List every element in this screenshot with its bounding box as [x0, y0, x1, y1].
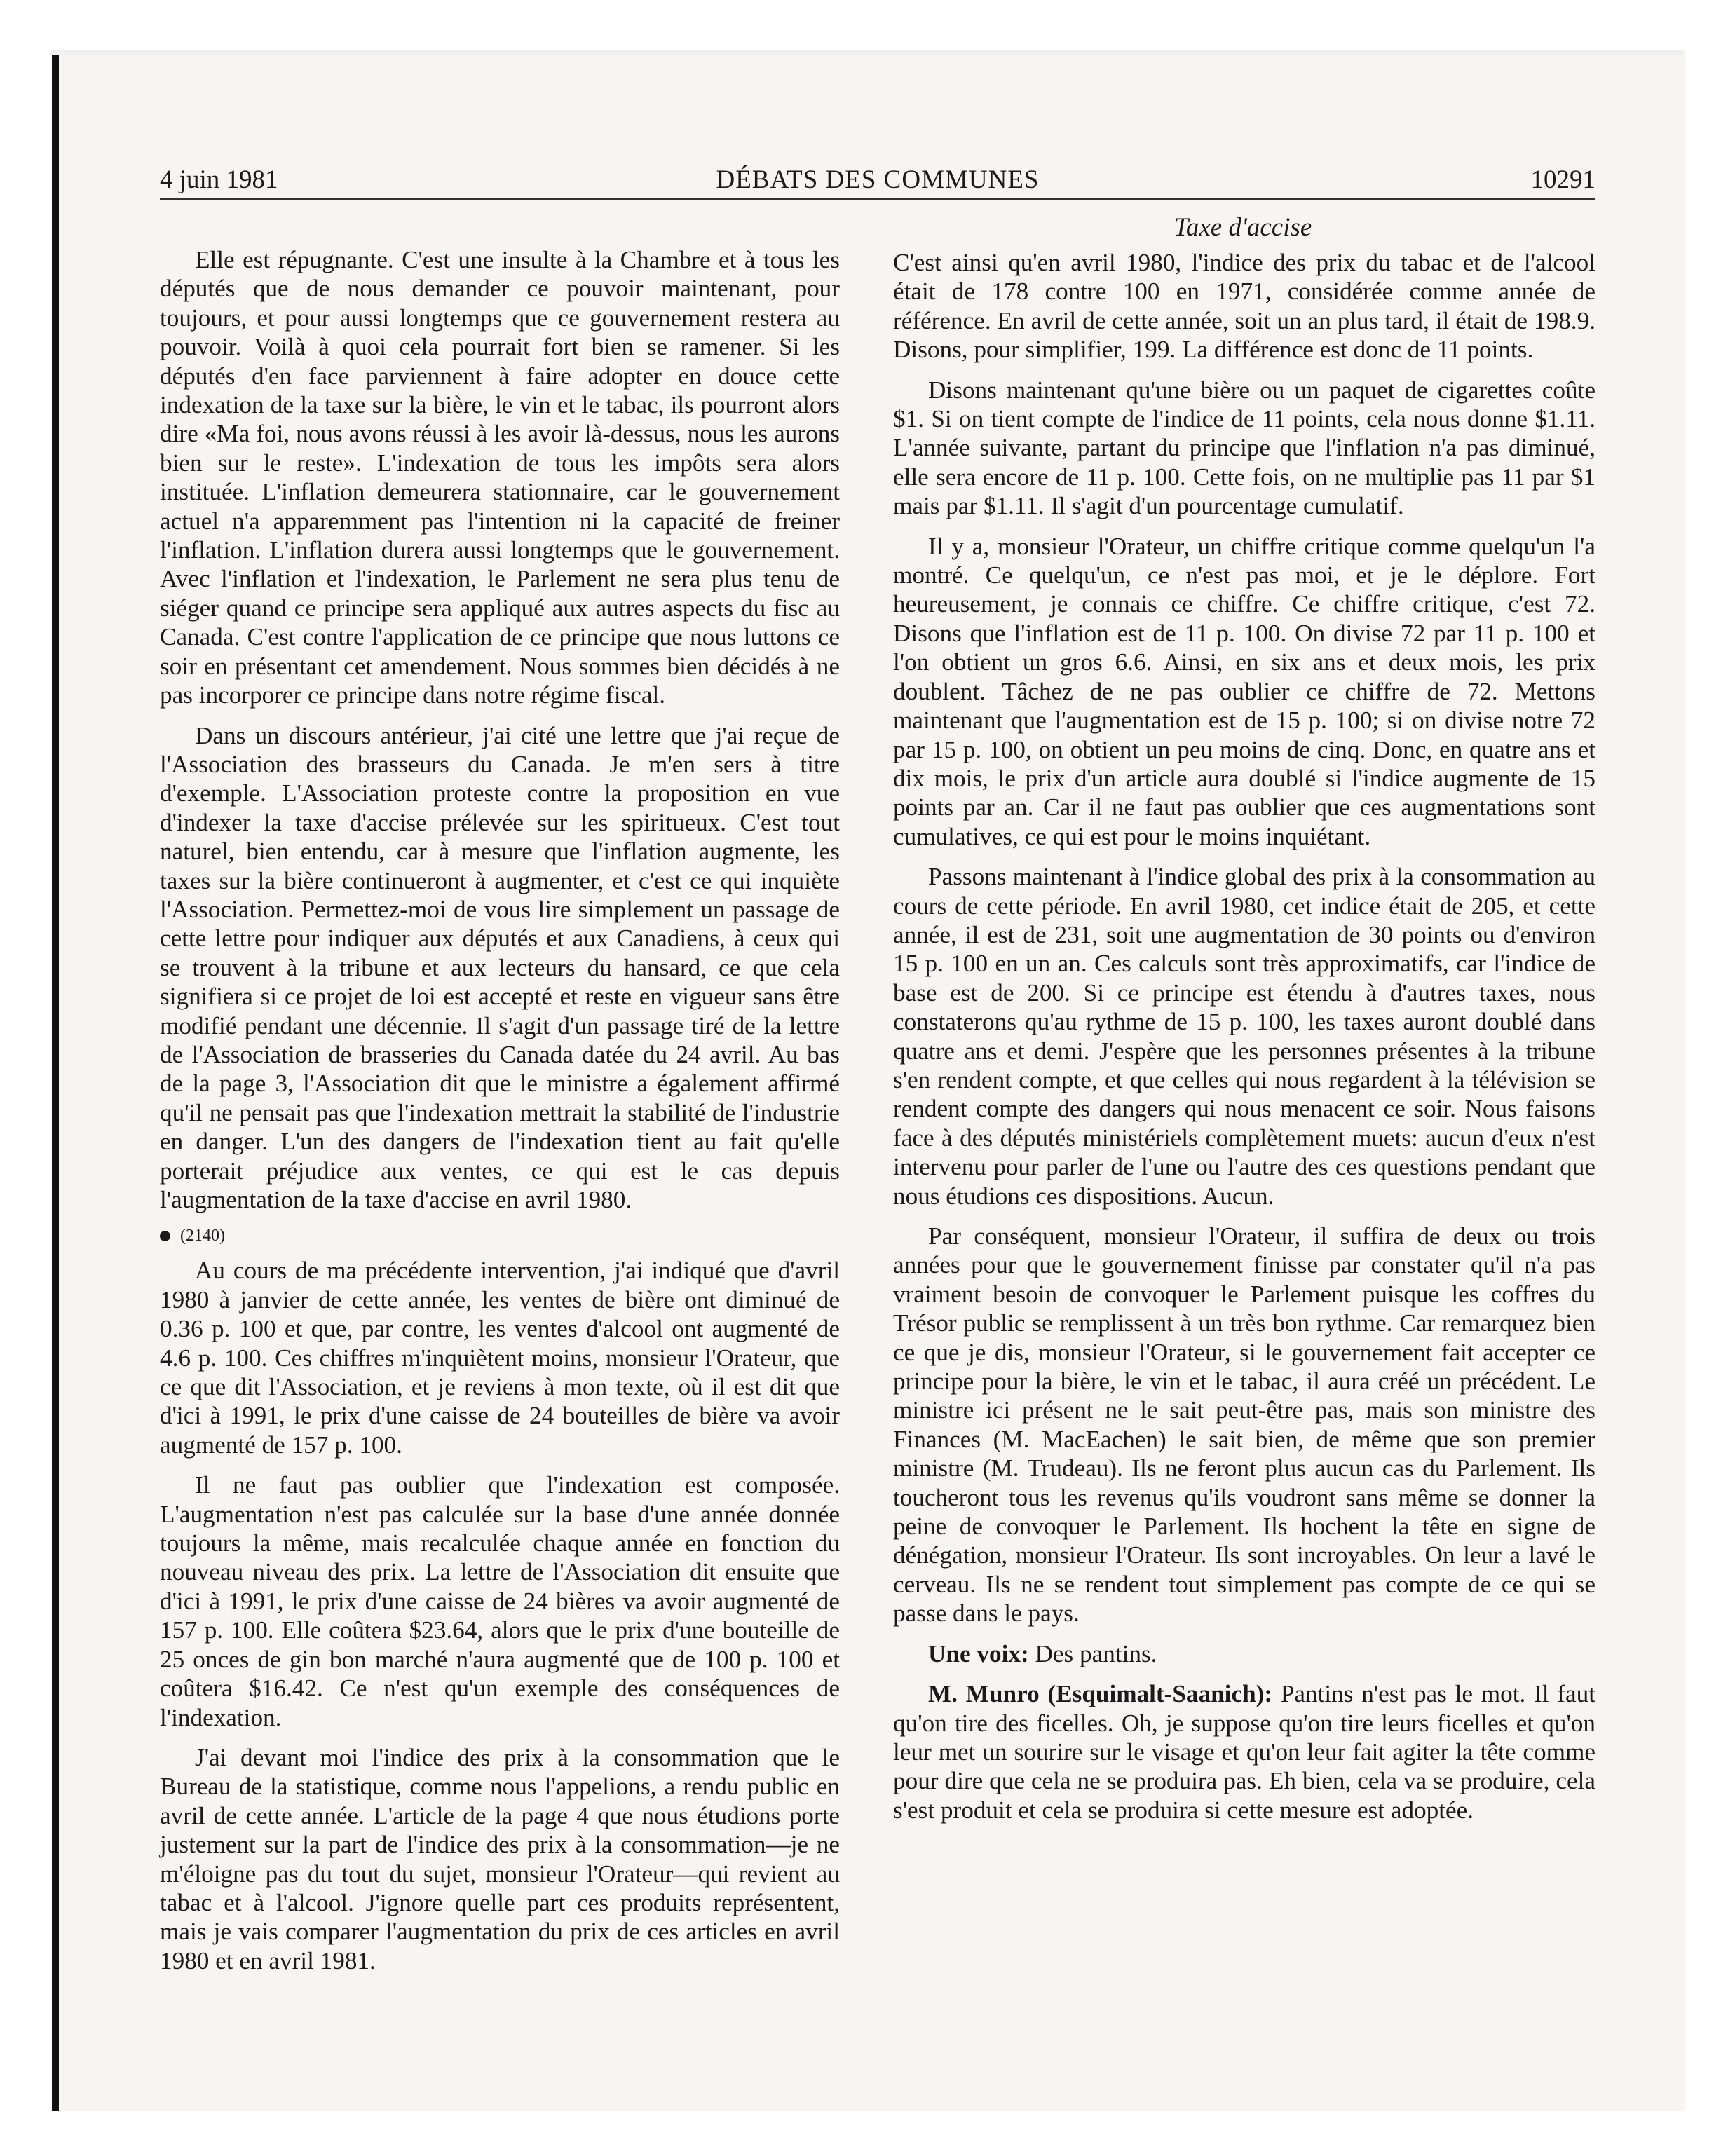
paragraph: C'est ainsi qu'en avril 1980, l'indice des prix du tabac et de l'alcool était de 178 contre 100 en 1971, considérée comme année de référence. En avril de cette année, soit un an plus tard, il était de 198.9. Disons, pour simplifier, 199. La différence est donc de 11 points. [893, 249, 1595, 364]
paragraph: Il ne faut pas oublier que l'indexation est composée. L'augmentation n'est pas calculée sur la base d'une année donnée toujours la même, mais recalculée chaque année en fonction du nouveau niveau des prix. La lettre de l'Association dit ensuite que d'ici à 1991, le prix d'une caisse de 24 bières va avoir augmenté de 157 p. 100. Elle coûtera $23.64, alors que le prix d'une bouteille de 25 onces de gin bon marché n'aura augmenté que de 100 p. 100 et coûtera $16.42. Ce n'est qu'un exemple des conséquences de l'indexation. [160, 1471, 840, 1731]
paragraph: Elle est répugnante. C'est une insulte à la Chambre et à tous les députés que de nous demander ce pouvoir maintenant, pour toujours, et pour aussi longtemps que ce gouvernement restera au pouvoir. Voilà à quoi cela pourrait fort bien se ramener. Si les députés d'en face parviennent à faire adopter en douce cette indexation de la taxe sur la bière, le vin et le tabac, ils pourront alors dire «Ma foi, nous avons réussi à les avoir là-dessus, nous les aurons bien sur le reste». L'indexation de tous les impôts sera alors instituée. L'inflation demeurera stationnaire, car le gouvernement actuel n'a apparemment pas l'intention ni la capacité de freiner l'inflation. L'inflation durera aussi longtemps que le gouvernement. Avec l'inflation et l'indexation, le Parlement ne sera plus tenu de siéger quand ce principe sera appliqué aux autres aspects du fisc au Canada. C'est contre l'application de ce principe que nous luttons ce soir en présentant cet amendement. Nous sommes bien décidés à ne pas incorporer ce principe dans notre régime fiscal. [160, 246, 840, 709]
speaker-name: Une voix: [928, 1639, 1029, 1667]
header-page-number: 10291 [1530, 165, 1595, 194]
header-rule [160, 198, 1595, 200]
speech-munro [893, 1679, 1595, 1824]
header-date: 4 juin 1981 [160, 165, 278, 194]
paragraph: Disons maintenant qu'une bière ou un paquet de cigarettes coûte $1. Si on tient compte de l'indice de 11 points, cela nous donne $1.11. L'année suivante, partant du principe que l'inflation n'a pas diminué, elle sera encore de 11 p. 100. Cette fois, on ne multiplie pas 11 par $1 mais par $1.11. Il s'agit d'un pourcentage cumulatif. [893, 376, 1595, 520]
left-column [160, 245, 840, 1986]
paragraph: Il y a, monsieur l'Orateur, un chiffre critique comme quelqu'un l'a montré. Ce quelqu'un, ce n'est pas moi, et je le déplore. Fort heureusement, je connais ce chiffre. Ce chiffre critique, c'est 72. Disons que l'inflation est de 11 p. 100. On divise 72 par 11 p. 100 et l'on obtient un gros 6.6. Ainsi, en six ans et deux mois, les prix doublent. Tâchez de ne pas oublier ce chiffre de 72. Mettons maintenant que l'augmentation est de 15 p. 100; si on divise notre 72 par 15 p. 100, on obtient un peu moins de cinq. Donc, en quatre ans et dix mois, le prix d'un article aura doublé si l'indice augmente de 15 points par an. Car il ne faut pas oublier que ces augmentations sont cumulatives, ce qui est pour le moins inquiétant. [893, 532, 1595, 850]
paragraph: J'ai devant moi l'indice des prix à la consommation que le Bureau de la statistique, comme nous l'appelions, a rendu public en avril de cette année. L'article de la page 4 que nous étudions porte justement sur la part de l'indice des prix à la consommation—je ne m'éloigne pas du tout du sujet, monsieur l'Orateur—qui revient au tabac et à l'alcool. J'ignore quelle part ces produits représentent, mais je vais comparer l'augmentation du prix de ces articles en avril 1980 et en avril 1981. [160, 1743, 840, 1974]
time-marker-text: (2140) [180, 1227, 225, 1246]
speech-voice [893, 1639, 1595, 1668]
right-column [893, 248, 1595, 1836]
page-header [160, 163, 1595, 198]
scan-border-left [52, 50, 59, 2111]
running-head: Taxe d'accise [1173, 213, 1312, 242]
bullet-icon [160, 1231, 170, 1241]
header-title: DÉBATS DES COMMUNES [716, 165, 1040, 194]
paragraph: Au cours de ma précédente intervention, j'ai indiqué que d'avril 1980 à janvier de cette année, les ventes de bière ont diminué de 0.36 p. 100 et que, par contre, les ventes d'alcool ont augmenté de 4.6 p. 100. Ces chiffres m'inquiètent moins, monsieur l'Orateur, que ce que dit l'Association, et je reviens à mon texte, où il est dit que d'ici à 1991, le prix d'une caisse de 24 bouteilles de bière va avoir augmenté de 157 p. 100. [160, 1257, 840, 1459]
paragraph: Dans un discours antérieur, j'ai cité une lettre que j'ai reçue de l'Association des brasseurs du Canada. Je m'en sers à titre d'exemple. L'Association proteste contre la proposition en vue d'indexer la taxe d'accise prélevée sur les spiritueux. C'est tout naturel, bien entendu, car à mesure que l'inflation augmente, les taxes sur la bière continueront à augmenter, et c'est ce qui inquiète l'Association. Permettez-moi de vous lire simplement un passage de cette lettre pour indiquer aux députés et aux Canadiens, à ceux qui se trouvent à la tribune et aux lecteurs du hansard, ce que cela signifiera si ce projet de loi est accepté et reste en vigueur sans être modifié pendant une décennie. Il s'agit d'un passage tiré de la lettre de l'Association de brasseries du Canada datée du 24 avril. Au bas de la page 3, l'Association dit que le ministre a également affirmé qu'il ne pensait pas que l'indexation mettrait la stabilité de l'industrie en danger. L'un des dangers de l'indexation tient au fait qu'elle porterait préjudice aux ventes, ce qui est le cas depuis l'augmentation de la taxe d'accise en avril 1980. [160, 721, 840, 1213]
time-marker [160, 1225, 840, 1246]
paragraph: Par conséquent, monsieur l'Orateur, il suffira de deux ou trois années pour que le gouvernement finisse par constater qu'il n'a pas vraiment besoin de convoquer le Parlement puisque les coffres du Trésor public se remplissent à un très bon rythme. Car remarquez bien ce que je dis, monsieur l'Orateur, si le gouvernement fait accepter ce principe pour la bière, le vin et le tabac, il aura créé un précédent. Le ministre ici présent ne le sait peut-être pas, mais son ministre des Finances (M. MacEachen) le sait bien, de même que son premier ministre (M. Trudeau). Ils ne feront plus aucun cas du Parlement. Ils toucheront tous les revenus qu'ils voudront sans même se donner la peine de convoquer le Parlement. Ils hochent la tête en signe de dénégation, monsieur l'Orateur. Ils sont incroyables. On leur a lavé le cerveau. Ils ne se rendent tout simplement pas compte de ce qui se passe dans le pays. [893, 1222, 1595, 1628]
speaker-name: M. Munro (Esquimalt-Saanich): [928, 1680, 1273, 1708]
speech-text: Pantins n'est pas le mot. Il faut qu'on tire des ficelles. Oh, je suppose qu'on tire leurs ficelles et qu'on leur met un sourire sur le visage et qu'on leur fait agiter la tête comme pour dire que cela ne se produira pas. Eh bien, cela va se produire, cela s'est produit et cela se produira si cette mesure est adoptée. [893, 1680, 1595, 1824]
paragraph: Passons maintenant à l'indice global des prix à la consommation au cours de cette période. En avril 1980, cet indice était de 205, et cette année, il est de 231, soit une augmentation de 30 points ou d'environ 15 p. 100 en un an. Ces calculs sont très approximatifs, car l'indice de base est de 200. Si ce principe est étendu à d'autres taxes, nous constaterons qu'au rythme de 15 p. 100, les taxes auront doublé dans quatre ans et demi. J'espère que les personnes présentes à la tribune s'en rendent compte, et que celles qui nous regardent à la télévision se rendent compte des dangers qui nous menacent ce soir. Nous faisons face à des députés ministériels complètement muets: aucun d'eux n'est intervenu pour parler de l'une ou l'autre des ces questions pendant que nous étudions ces dispositions. Aucun. [893, 863, 1595, 1210]
speech-text: Des pantins. [1028, 1639, 1157, 1667]
